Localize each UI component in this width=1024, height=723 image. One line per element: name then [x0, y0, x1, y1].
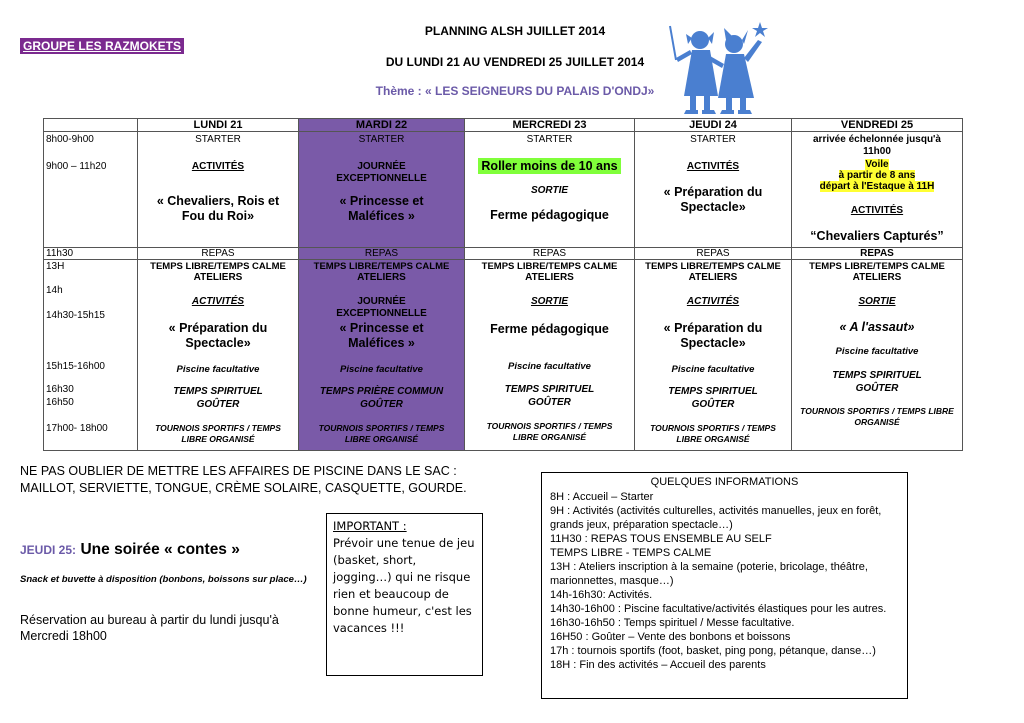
activity-title: Ferme pédagogique — [490, 322, 609, 336]
workshops-label: ATELIERS — [357, 272, 406, 283]
tournament-label: TOURNOIS SPORTIFS / TEMPS LIBRE ORGANISÉ — [800, 406, 954, 427]
spiritual-label: TEMPS SPIRITUEL — [504, 384, 595, 395]
free-time-label: TEMPS LIBRE/TEMPS CALME — [150, 261, 286, 272]
snack-label: GOÛTER — [855, 383, 899, 394]
spiritual-label: TEMPS SPIRITUEL — [668, 386, 758, 397]
day-header: MARDI 22 — [299, 119, 465, 132]
activity-title: « A l'assaut» — [839, 320, 915, 334]
activities-label: ACTIVITÉS — [686, 161, 740, 172]
theme-title: Thème : « LES SEIGNEURS DU PALAIS D'ONDJ» — [375, 84, 655, 98]
info-line: 13H : Ateliers inscription à la semaine (poterie, bricolage, théâtre, marionnettes, masque…) — [550, 561, 868, 587]
reservation-note — [20, 612, 279, 644]
info-box — [541, 472, 908, 699]
info-line: 17h : tournois sportifs (foot, basket, ping pong, pétanque, danse…) — [550, 645, 876, 657]
lunch-label: REPAS — [138, 248, 299, 260]
reservation-line: Mercredi 18h00 — [20, 629, 107, 643]
activity-title: « Princesse et Maléfices » — [339, 321, 424, 350]
activity-title: « Préparation du Spectacle» — [663, 321, 763, 350]
important-box — [326, 513, 483, 676]
info-line: 8H : Accueil – Starter — [550, 491, 654, 503]
snack-label: GOÛTER — [691, 399, 735, 410]
pool-label: Piscine facultative — [176, 364, 260, 375]
time-label: 14h30-15h15 — [46, 310, 105, 321]
swim-reminder — [20, 463, 467, 497]
roller-highlight: Roller moins de 10 ans — [478, 158, 620, 174]
evening-event — [20, 541, 240, 559]
activities-label: ACTIVITÉS — [191, 296, 245, 307]
special-day-label: JOURNÉE — [357, 296, 406, 307]
activities-label: ACTIVITÉS — [850, 205, 904, 216]
info-title: QUELQUES INFORMATIONS — [650, 476, 799, 488]
evening-day: JEUDI 25: — [20, 543, 77, 557]
evening-title: Une soirée « contes » — [80, 541, 240, 558]
sailing-departure: départ à l'Estaque à 11H — [819, 181, 935, 192]
starter-label: STARTER — [526, 134, 573, 145]
spiritual-label: TEMPS SPIRITUEL — [832, 370, 922, 381]
activities-label: ACTIVITÉS — [191, 161, 245, 172]
workshops-label: ATELIERS — [688, 272, 738, 283]
page-title: PLANNING ALSH JUILLET 2014 — [424, 24, 606, 38]
free-time-label: TEMPS LIBRE/TEMPS CALME — [645, 261, 781, 272]
lunch-label: REPAS — [792, 248, 963, 260]
activity-title: « Princesse et Maléfices » — [339, 194, 424, 223]
important-text: Prévoir une tenue de jeu (basket, short, jogging…) qui ne risque rien et beaucoup de bonne humeur, c'est les vacances !!! — [333, 536, 475, 635]
time-label: 14h — [46, 285, 63, 296]
reminder-line: MAILLOT, SERVIETTE, TONGUE, CRÈME SOLAIRE, CASQUETTE, GOURDE. — [20, 481, 467, 495]
important-title: IMPORTANT : — [333, 519, 407, 533]
info-line: 18H : Fin des activités – Accueil des parents — [550, 659, 766, 671]
reservation-line: Réservation au bureau à partir du lundi jusqu'à — [20, 613, 279, 627]
time-label: 15h15-16h00 — [46, 361, 105, 372]
lunch-label: REPAS — [299, 248, 465, 260]
free-time-label: TEMPS LIBRE/TEMPS CALME — [481, 261, 618, 272]
date-range: DU LUNDI 21 AU VENDREDI 25 JUILLET 2014 — [385, 55, 645, 69]
special-day-label: EXCEPTIONNELLE — [336, 173, 427, 184]
info-line: 16H50 : Goûter – Vente des bonbons et boissons — [550, 631, 791, 643]
workshops-label: ATELIERS — [852, 272, 902, 283]
tournament-label: TOURNOIS SPORTIFS / TEMPS LIBRE ORGANISÉ — [155, 423, 281, 444]
activities-label: ACTIVITÉS — [686, 296, 740, 307]
sailing-label: Voile — [865, 159, 889, 170]
pool-label: Piscine facultative — [671, 364, 755, 375]
outing-label: SORTIE — [858, 296, 896, 307]
info-line: 11H30 : REPAS TOUS ENSEMBLE AU SELF — [550, 533, 772, 545]
info-line: 16h30-16h50 : Temps spirituel / Messe facultative. — [550, 617, 795, 629]
outing-label: SORTIE — [530, 185, 569, 196]
time-label: 13H — [46, 261, 65, 272]
activity-title: “Chevaliers Capturés” — [810, 229, 944, 243]
time-label: 8h00-9h00 — [46, 134, 94, 145]
info-line: 14h30-16h00 : Piscine facultative/activités élastiques pour les autres. — [550, 603, 887, 615]
arrival-note: arrivée échelonnée jusqu'à 11h00 — [813, 134, 941, 157]
snack-label: GOÛTER — [528, 397, 571, 408]
lunch-label: REPAS — [635, 248, 792, 260]
afternoon-row — [44, 260, 963, 451]
snack-note: Snack et buvette à disposition (bonbons, boissons sur place…) — [20, 574, 307, 585]
reminder-line: NE PAS OUBLIER DE METTRE LES AFFAIRES DE PISCINE DANS LE SAC : — [20, 464, 457, 478]
tournament-label: TOURNOIS SPORTIFS / TEMPS LIBRE ORGANISÉ — [318, 423, 445, 444]
tournament-label: TOURNOIS SPORTIFS / TEMPS LIBRE ORGANISÉ — [650, 423, 776, 444]
day-header: JEUDI 24 — [635, 119, 792, 132]
starter-label: STARTER — [195, 134, 241, 145]
activity-title: « Préparation du Spectacle» — [663, 185, 763, 214]
lunch-row — [44, 248, 963, 260]
snack-label: GOÛTER — [196, 399, 240, 410]
children-silhouette-logo — [668, 18, 768, 116]
info-line: 14h-16h30: Activités. — [550, 589, 653, 601]
time-label: 17h00- 18h00 — [46, 423, 108, 434]
activity-title: Ferme pédagogique — [490, 208, 609, 222]
time-label: 9h00 – 11h20 — [46, 161, 107, 172]
group-name: GROUPE LES RAZMOKETS — [20, 38, 184, 54]
pool-label: Piscine facultative — [340, 364, 423, 375]
outing-label: SORTIE — [530, 296, 569, 307]
activity-title: « Préparation du Spectacle» — [168, 321, 268, 350]
sailing-age: à partir de 8 ans — [838, 170, 916, 181]
spiritual-label: TEMPS SPIRITUEL — [173, 386, 263, 397]
info-line: 9H : Activités (activités culturelles, activités manuelles, jeux en forêt, grands jeux, préparation spectacle…) — [550, 505, 882, 531]
time-label: 16h50 — [46, 397, 74, 408]
starter-label: STARTER — [690, 134, 736, 145]
free-time-label: TEMPS LIBRE/TEMPS CALME — [809, 261, 945, 272]
tournament-label: TOURNOIS SPORTIFS / TEMPS LIBRE ORGANISÉ — [486, 421, 613, 442]
workshops-label: ATELIERS — [525, 272, 574, 283]
day-header: VENDREDI 25 — [792, 119, 963, 132]
free-time-label: TEMPS LIBRE/TEMPS CALME — [313, 261, 450, 272]
time-label: 16h30 — [46, 384, 74, 395]
weekly-planning-table — [43, 118, 963, 451]
corner-cell — [44, 119, 138, 132]
workshops-label: ATELIERS — [193, 272, 243, 283]
time-label: 11h30 — [44, 248, 138, 260]
activity-title: « Chevaliers, Rois et Fou du Roi» — [156, 194, 280, 223]
info-line: TEMPS LIBRE - TEMPS CALME — [550, 547, 712, 559]
day-header: LUNDI 21 — [138, 119, 299, 132]
snack-label: GOÛTER — [360, 399, 403, 410]
prayer-label: TEMPS PRIÈRE COMMUN — [319, 386, 444, 397]
special-day-label: EXCEPTIONNELLE — [336, 308, 427, 319]
pool-label: Piscine facultative — [835, 346, 919, 357]
lunch-label: REPAS — [465, 248, 635, 260]
special-day-label: JOURNÉE — [357, 161, 406, 172]
day-header-row — [44, 119, 963, 132]
day-header: MERCREDI 23 — [465, 119, 635, 132]
starter-label: STARTER — [358, 134, 405, 145]
pool-label: Piscine facultative — [508, 361, 591, 372]
morning-row — [44, 132, 963, 248]
